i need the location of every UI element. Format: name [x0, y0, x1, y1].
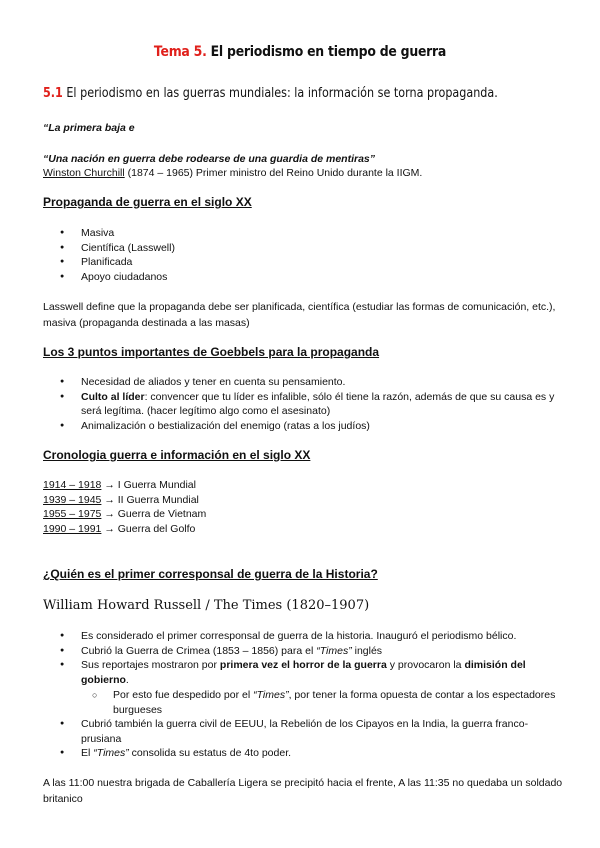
- list-item-text: Por esto fue despedido por el: [113, 689, 254, 701]
- list-item: ● Animalización o bestialización del enemigo (ratas a los judíos): [60, 419, 560, 434]
- propaganda-list: [60, 226, 175, 284]
- quote-first: “La primera baja e: [43, 122, 135, 134]
- list-item: [60, 644, 560, 659]
- subtitle-text: El periodismo en las guerras mundiales: la información se torna propaganda.: [66, 86, 498, 101]
- russell-list: [60, 629, 560, 687]
- timeline-war: I Guerra Mundial: [117, 479, 196, 491]
- heading-propaganda: Propaganda de guerra en el siglo XX: [43, 195, 252, 209]
- list-item-text: : convencer que tu líder es infalible, sólo él tiene la razón, además de que su causa es y será legítima. (hacer legítimo algo como el asesinato): [81, 390, 555, 418]
- title-number: Tema 5.: [153, 44, 207, 60]
- timeline-war: II Guerra Mundial: [117, 493, 199, 506]
- author-name: Winston Churchill: [43, 167, 125, 179]
- timeline-war: Guerra de Vietnam: [117, 508, 207, 521]
- arrow-icon: →: [104, 479, 115, 491]
- author-details: (1874 – 1965) Primer ministro del Reino Unido durante la IIGM.: [127, 167, 423, 179]
- arrow-icon: →: [104, 508, 115, 521]
- list-item: ● Científica (Lasswell): [60, 241, 175, 256]
- list-item: ● Masiva: [60, 226, 175, 241]
- closing-paragraph: A las 11:00 nuestra brigada de Caballería Ligera se precipitó hacia el frente, A las 11:35 no quedaba un soldado britanico: [43, 777, 563, 805]
- timeline-years: 1990 – 1991: [43, 522, 102, 535]
- list-item-text: Sus reportajes mostraron por: [81, 659, 220, 672]
- section-subtitle: [43, 86, 498, 101]
- heading-goebbels: Los 3 puntos importantes de Goebbels para la propaganda: [43, 345, 380, 359]
- document-title: [42, 44, 558, 60]
- list-item: ● Cubrió también la guerra civil de EEUU, la Rebelión de los Cipayos en la India, la guerra franco-prusiana: [60, 717, 560, 746]
- list-item: [60, 658, 560, 687]
- timeline-row: [43, 522, 195, 537]
- list-item: ● Planificada: [60, 255, 175, 270]
- list-item: [60, 746, 560, 761]
- list-item-text: .: [125, 673, 129, 686]
- timeline-war: Guerra del Golfo: [117, 522, 196, 535]
- title-text: El periodismo en tiempo de guerra: [210, 44, 447, 60]
- list-item-bold: Culto al líder: [81, 390, 145, 403]
- list-item-text: y provocaron la: [386, 659, 465, 672]
- list-item-italic: “Times”: [316, 644, 352, 657]
- timeline-row: [43, 507, 206, 522]
- lasswell-paragraph: Lasswell define que la propaganda debe ser planificada, científica (estudiar las formas de comunicación, etc.), masiva (propaganda destinada a las masas): [43, 301, 556, 329]
- list-item: ● Apoyo ciudadanos: [60, 270, 175, 285]
- goebbels-list: [60, 375, 560, 433]
- subtitle-number: 5.1: [43, 86, 63, 101]
- heading-corresponsal: ¿Quién es el primer corresponsal de guerra de la Historia?: [43, 567, 378, 581]
- list-item-text: Cubrió la Guerra de Crimea (1853 – 1856) para el: [81, 644, 317, 657]
- list-item: [60, 390, 560, 419]
- list-item-text: El: [81, 747, 94, 760]
- list-item: ● Es considerado el primer corresponsal de guerra de la historia. Inauguró el periodismo bélico.: [60, 629, 560, 644]
- list-item-bold: primera vez el horror de la guerra: [219, 659, 387, 672]
- list-item-text: , por tener la forma opuesta de contar a los espectadores burgueses: [113, 689, 556, 716]
- list-item-text: consolida su estatus de 4to poder.: [128, 747, 292, 760]
- list-item-italic: “Times”: [253, 689, 289, 701]
- list-item-bold: dimisión del gobierno: [81, 659, 526, 686]
- arrow-icon: →: [104, 493, 115, 506]
- heading-cronologia: Cronologia guerra e información en el siglo XX: [43, 448, 311, 462]
- timeline-row: [43, 478, 196, 493]
- list-item-text: inglés: [351, 644, 383, 657]
- russell-sublist: [60, 688, 560, 717]
- timeline-years: 1939 – 1945: [43, 493, 102, 506]
- russell-heading: William Howard Russell / The Times (1820–1907): [43, 598, 370, 613]
- list-item-italic: “Times”: [93, 747, 129, 760]
- quote-second: “Una nación en guerra debe rodearse de una guardia de mentiras”: [43, 153, 376, 165]
- quote-author: [43, 166, 422, 181]
- timeline-row: [43, 493, 199, 508]
- sub-list-item: [92, 688, 560, 717]
- timeline-years: 1955 – 1975: [43, 508, 102, 521]
- russell-list-continued: [60, 717, 560, 761]
- arrow-icon: →: [104, 522, 115, 535]
- timeline-years: 1914 – 1918: [43, 479, 102, 491]
- list-item: ● Necesidad de aliados y tener en cuenta su pensamiento.: [60, 375, 560, 390]
